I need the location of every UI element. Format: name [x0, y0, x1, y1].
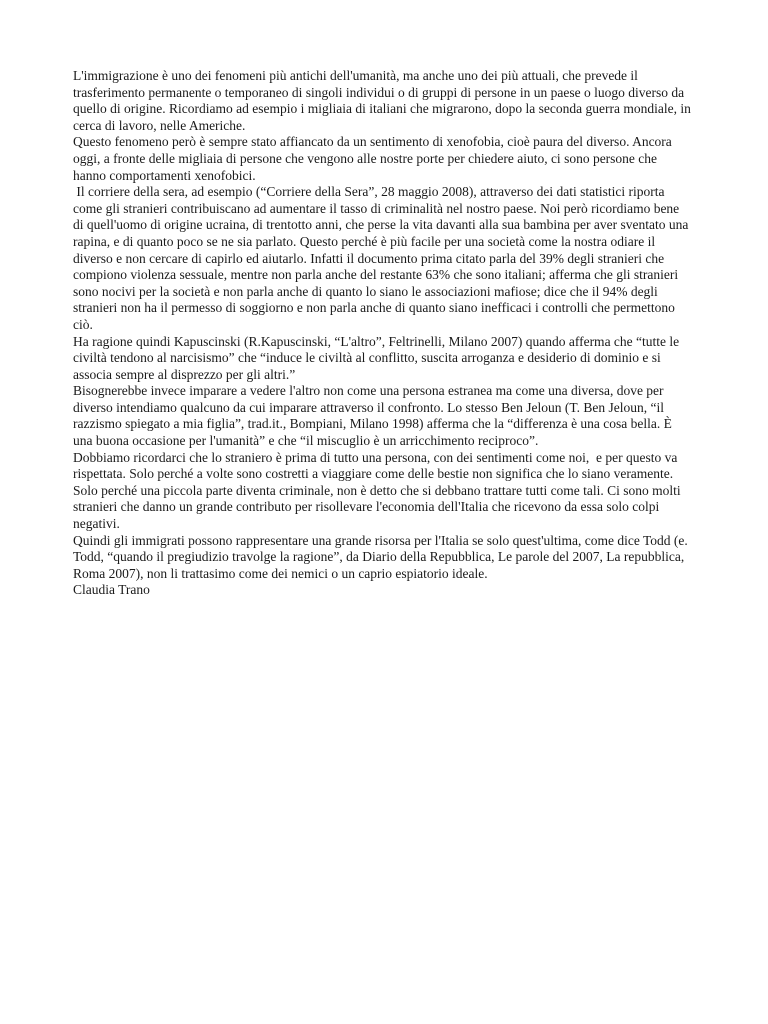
author-signature: Claudia Trano — [73, 582, 150, 598]
paragraph-kapuscinski: Ha ragione quindi Kapuscinski (R.Kapuscinski, “L'altro”, Feltrinelli, Milano 2007) quando afferma che “tutte le civiltà tendono al narcisismo” che “induce le civiltà al conflitto, suscita arroganza e desiderio di dominio e si associa sempre al disprezzo per gli altri.” — [73, 333, 683, 382]
document-body — [73, 68, 693, 599]
paragraph-immigrazione: L'immigrazione è uno dei fenomeni più antichi dell'umanità, ma anche uno dei più attuali, che prevede il trasferimento permanente o temporaneo di singoli individui o di gruppi di persone in un paese o luogo diverso da quello di origine. Ricordiamo ad esempio i migliaia di italiani che migrarono, dopo la seconda guerra mondiale, in cerca di lavoro, nelle Americhe. — [73, 68, 695, 133]
paragraph-todd: Quindi gli immigrati possono rappresentare una grande risorsa per l'Italia se solo quest'ultima, come dice Todd (e. Todd, “quando il pregiudizio travolge la ragione”, da Diario della Repubblica, Le parole del 2007, La repubblica, Roma 2007), non li trattasimo come dei nemici o un caprio espiatorio ideale. — [73, 532, 691, 581]
paragraph-ben-jeloun: Bisognerebbe invece imparare a vedere l'altro non come una persona estranea ma come una diversa, dove per diverso intendiamo qualcuno da cui imparare attraverso il confronto. Lo stesso Ben Jeloun (T. Ben Jeloun, “il razzismo spiegato a mia figlia”, trad.it., Bompiani, Milano 1998) afferma che la “differenza è una cosa bella. È una buona occasione per l'umanità” e che “il miscuglio è un arricchimento reciproco”. — [73, 383, 676, 449]
paragraph-corriere: Il corriere della sera, ad esempio (“Corriere della Sera”, 28 maggio 2008), attraverso dei dati statistici riporta come gli stranieri contribuiscano ad aumentare il tasso di criminalità nel nostro paese. Noi però ricordiamo bene di quell'uomo di origine ucraina, di trentotto anni, che perse la vita davanti alla sua bambina per aver sventato una rapina, e di quanto poco se ne sia parlato. Questo perché è più facile per una società come la nostra odiare il diverso e non cercare di capirlo ed aiutarlo. Infatti il documento prima citato parla del 39% degli stranieri che compiono violenza sessuale, mentre non parla anche del restante 63% che sono italiani; afferma che gli stranieri sono nocivi per la società e non parla anche di quanto lo siano le associazioni mafiose; dice che il 94% degli stranieri non ha il permesso di soggiorno e non parla anche di quanto siano inefficaci i controlli che permettono ciò. — [73, 184, 692, 332]
paragraph-straniero: Dobbiamo ricordarci che lo straniero è prima di tutto una persona, con dei sentimenti come noi, e per questo va rispettata. Solo perché a volte sono costretti a viaggiare come delle bestie non significa che lo siano veramente. Solo perché una piccola parte diventa criminale, non è detto che si debbano trattare tutti come tali. Ci sono molti stranieri che danno un grande contributo per risollevare l'economia dell'Italia che ricevono da essa solo colpi negativi. — [73, 449, 685, 532]
paragraph-xenofobia: Questo fenomeno però è sempre stato affiancato da un sentimento di xenofobia, cioè paura del diverso. Ancora oggi, a fronte delle migliaia di persone che vengono alle nostre porte per chiedere aiuto, ci sono persone che hanno comportamenti xenofobici. — [73, 134, 676, 183]
